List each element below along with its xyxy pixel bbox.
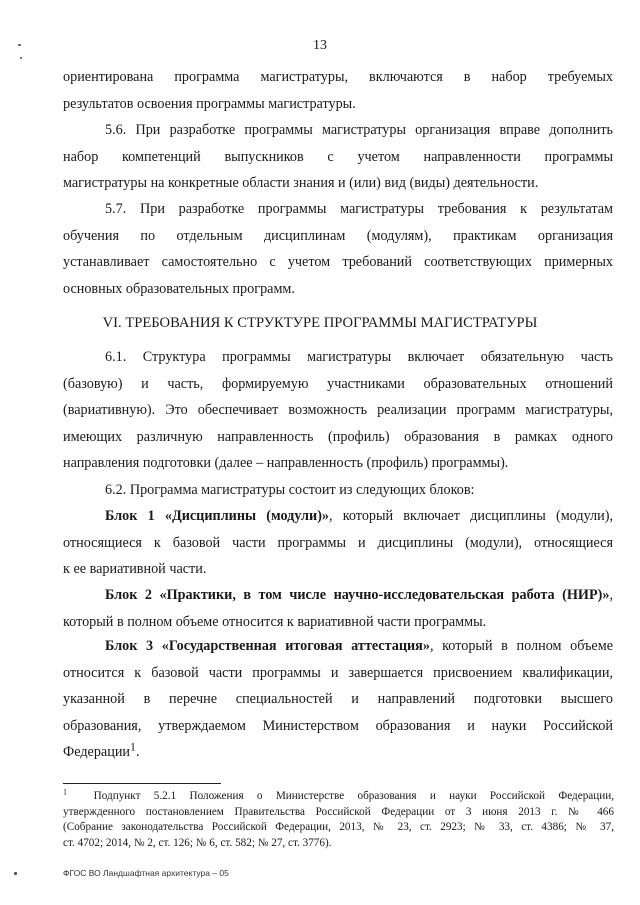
paragraph-continuation: [63, 64, 613, 117]
text-line: магистратуры на конкретные области знания и (или) вид (виды) деятельности.: [63, 175, 539, 191]
text-line: который в полном объеме относится к вариативной части программы.: [63, 613, 487, 630]
block-1-title: Блок 1 «Дисциплины (модули)»: [105, 508, 330, 524]
scan-mark-bottom: [14, 872, 17, 875]
text-line: Блок 3 «Государственная итоговая аттестация», который в полном объеме: [105, 638, 613, 654]
block-2-title: Блок 2 «Практики, в том числе научно-исследовательская работа (НИР)»: [105, 587, 610, 603]
text-line: относится к базовой части программы и завершается присвоением квалификации,: [63, 664, 613, 681]
block-3-description: [63, 633, 613, 766]
paragraph-6-1: [63, 344, 613, 477]
block-2-description: [63, 582, 613, 635]
scan-mark-middle: [20, 57, 22, 59]
text-line: устанавливает самостоятельно с учетом требований соответствующих примерных: [63, 254, 613, 270]
footnote-reference[interactable]: 1: [130, 739, 136, 754]
text-line: образования, утверждаемом Министерством образования и науки Российской: [63, 717, 613, 734]
text-line: 5.7. При разработке программы магистратуры требования к результатам: [105, 201, 613, 217]
text-line: к ее вариативной части.: [63, 561, 207, 577]
text-line: (вариативную). Это обеспечивает возможность реализации программ магистратуры,: [63, 402, 613, 418]
footnote-line: утвержденного постановлением Правительства Российской Федерации от 3 июня 2013 г. № 466: [63, 805, 614, 818]
page-number: 13: [313, 38, 327, 53]
footnote-line: ст. 4702; 2014, № 2, ст. 126; № 6, ст. 582; № 27, ст. 3776).: [63, 836, 332, 849]
text-line: Блок 1 «Дисциплины (модули)», который включает дисциплины (модули),: [105, 508, 613, 524]
text-line: относящиеся к базовой части программы и дисциплины (модули), относящиеся: [63, 534, 613, 551]
text-line: обучения по отдельным дисциплинам (модулям), практикам организация: [63, 227, 613, 244]
paragraph-6-2: [63, 477, 613, 504]
text-line: имеющих различную направленность (профиль) образования в рамках одного: [63, 428, 613, 445]
text-line: указанной в перечне специальностей и направлений подготовки высшего: [63, 691, 613, 707]
footnote-line: $^1$ Подпункт 5.2.1 Положения о Министерстве образования и науки Российской Федерации,: [63, 787, 615, 802]
text-line: основных образовательных программ.: [63, 280, 295, 297]
block-1-description: [63, 503, 613, 583]
text-line: результатов освоения программы магистратуры.: [63, 95, 356, 112]
text-line: направления подготовки (далее – направленность (профиль) программы).: [63, 455, 509, 471]
block-3-title: Блок 3 «Государственная итоговая аттестация»: [105, 638, 430, 654]
text-line: (базовую) и часть, формируемую участниками образовательных отношений: [63, 375, 613, 392]
text-line: Федерации$^1$.: [63, 739, 140, 760]
footnote: [63, 789, 614, 851]
section-heading: VI. ТРЕБОВАНИЯ К СТРУКТУРЕ ПРОГРАММЫ МАГИСТРАТУРЫ: [102, 315, 538, 331]
text-line: набор компетенций выпускников с учетом направленности программы: [63, 148, 613, 165]
text-line: ориентирована программа магистратуры, включаются в набор требуемых: [63, 69, 613, 85]
text-line: 6.2. Программа магистратуры состоит из следующих блоков:: [105, 482, 475, 498]
text-line: 5.6. При разработке программы магистратуры организация вправе дополнить: [105, 122, 613, 138]
footnote-marker: 1: [63, 787, 67, 797]
text-line: Блок 2 «Практики, в том числе научно-исследовательская работа (НИР)»,: [105, 587, 613, 603]
footnote-separator: [63, 783, 221, 784]
text-line: 6.1. Структура программы магистратуры включает обязательную часть: [105, 349, 613, 365]
page-footer: ФГОС ВО Ландшафтная архитектура – 05: [63, 868, 229, 878]
paragraph-5-6: [63, 117, 613, 197]
paragraph-5-7: [63, 196, 613, 302]
footnote-line: (Собрание законодательства Российской Федерации, 2013, № 23, ст. 2923; № 33, ст. 4386; № 37,: [63, 821, 614, 834]
